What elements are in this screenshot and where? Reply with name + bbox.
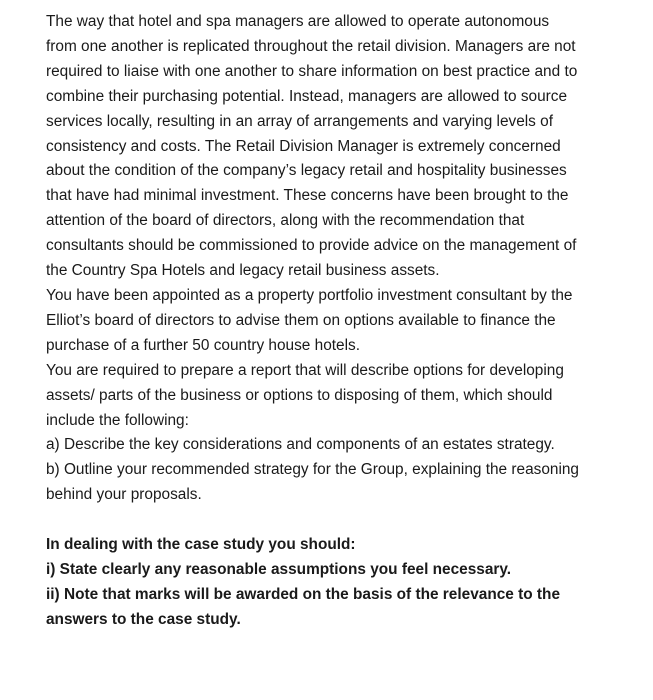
text-line: You are required to prepare a report that will describe options for developing <box>46 361 564 379</box>
text-line: You have been appointed as a property portfolio investment consultant by the <box>46 286 573 304</box>
task-item-b-continued: behind your proposals. <box>46 486 202 504</box>
text-line: the Country Spa Hotels and legacy retail business assets. <box>46 262 440 280</box>
text-line: purchase of a further 50 country house hotels. <box>46 336 360 354</box>
text-line: consultants should be commissioned to provide advice on the management of <box>46 237 577 255</box>
task-item-b: b) Outline your recommended strategy for the Group, explaining the reasoning <box>46 461 579 479</box>
text-line: from one another is replicated throughout the retail division. Managers are not <box>46 37 576 55</box>
text-line: that have had minimal investment. These concerns have been brought to the <box>46 187 569 205</box>
paragraph-spacer <box>46 508 636 533</box>
text-line: attention of the board of directors, along with the recommendation that <box>46 212 525 230</box>
text-line: The way that hotel and spa managers are allowed to operate autonomous <box>46 13 550 30</box>
text-line: assets/ parts of the business or options to disposing of them, which should <box>46 386 553 404</box>
instruction-item-ii: ii) Note that marks will be awarded on the basis of the relevance to the <box>46 585 561 603</box>
instruction-item-ii-continued: answers to the case study. <box>46 610 241 628</box>
text-line: services locally, resulting in an array of arrangements and varying levels of <box>46 112 553 130</box>
text-line: about the condition of the company’s legacy retail and hospitality businesses <box>46 162 567 180</box>
task-item-a: a) Describe the key considerations and components of an estates strategy. <box>46 436 555 454</box>
instruction-item-i: i) State clearly any reasonable assumptions you feel necessary. <box>46 560 512 578</box>
text-line: required to liaise with one another to share information on best practice and to <box>46 62 578 80</box>
text-line: consistency and costs. The Retail Division Manager is extremely concerned <box>46 137 561 155</box>
document-body <box>46 10 636 633</box>
text-line: combine their purchasing potential. Instead, managers are allowed to source <box>46 87 568 105</box>
instructions-heading: In dealing with the case study you should: <box>46 536 356 554</box>
text-line: Elliot’s board of directors to advise them on options available to finance the <box>46 311 556 329</box>
text-line: include the following: <box>46 411 189 429</box>
